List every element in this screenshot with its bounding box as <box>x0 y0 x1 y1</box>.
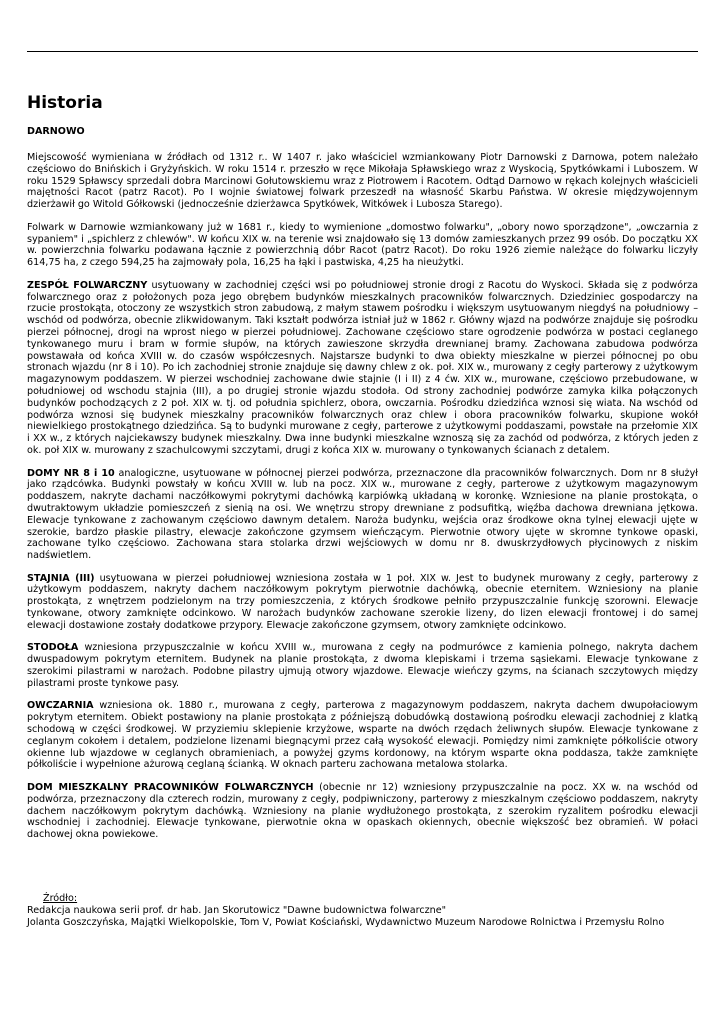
paragraph-history-owners: Miejscowość wymieniana w źródłach od 1312 r.. W 1407 r. jako właściciel wzmiankowany Piotr Darnowski z Darnowa, potem należało częściowo do Bnińskich i Gryżyńskich. W roku 1514 r. przeszło w ręce Mikołaja Spławskiego wraz z Wyskocią, Spytkówkami i Luboszem. W roku 1529 Spławscy sprzedali dobra Marcinowi Gołutowskiemu wraz z Piotrowem i Racotem. Odtąd Darnowo w rękach kolejnych właścicieli majętności Racot (patrz Racot). Po I wojnie światowej folwark przeszedł na własność Skarbu Państwa. W okresie międzywojennym dzierżawił go Witold Gółkowski (jednocześnie dzierżawca Spytkówek, Witkówek i Lubosza Starego). <box>27 152 698 211</box>
source-label: Źródło: <box>43 893 78 904</box>
paragraph-stodola <box>27 642 698 689</box>
paragraph-text: usytuowana w pierzei południowej wzniesiona została w 1 poł. XIX w. Jest to budynek murowany z cegły, parterowy z użytkowym poddaszem, nakryty dachem naczółkowym pokrytym pierwotnie dachówką, obecnie eternitem. Wzniesiony na planie prostokąta, z wnętrzem podzielonym na trzy pomieszczenia, z których środkowe pełniło przypuszczalnie funkcję szorowni. Elewacje tynkowane, otwory zamknięte odcinkowo. W narożach budynków zachowane szerokie lizeny, do lizen elewacji frontowej i do samej elewacji dostawione zostały dodatkowe przypory. Elewacje zakończone gzymsem, otwory zamknięte odcinkowo. <box>27 572 698 631</box>
document-body <box>27 152 698 852</box>
paragraph-lead: ZESPÓŁ FOLWARCZNY <box>27 279 148 291</box>
source-line-1: Redakcja naukowa serii prof. dr hab. Jan Skorutowicz "Dawne budownictwa folwarczne" <box>27 904 447 916</box>
paragraph-zespol-folwarczny <box>27 280 698 457</box>
paragraph-stajnia <box>27 573 698 632</box>
paragraph-lead: STODOŁA <box>27 642 79 654</box>
top-rule <box>27 51 698 52</box>
paragraph-text: wzniesiona ok. 1880 r., murowana z cegły, parterowa z magazynowym poddaszem, nakryta dachem dwupołaciowym pokrytym eternitem. Obiekt postawiony na planie prostokąta z późniejszą dobudówką dostawioną pośrodku elewacji zachodniej z klatką schodową w części środkowej. W przyziemiu sklepienie krzyżowe, wsparte na dwóch rzędach żeliwnych słupów. Elewacje tynkowane z ceglanym cokołem i detalem, podzielone lizenami biegnącymi przez całą wysokość elewacji. Pomiędzy nimi zamknięte półkoliście otwory okienne lub wjazdowe w ceglanych obramieniach, a powyżej gzyms kordonowy, na którym wsparte okna poddasza, także zamknięte półkoliście i wypełnione ażurową ceglaną ścianką. W oknach parteru zachowana metalowa stolarka. <box>27 700 698 771</box>
paragraph-dom-mieszkalny <box>27 782 698 841</box>
paragraph-text: usytuowany w zachodniej części wsi po południowej stronie drogi z Racotu do Wyskoci. Składa się z podwórza folwarcznego oraz z położonych poza jego obrębem budynków mieszkalnych pracowników folwarcznych. Dziedziniec gospodarczy na rzucie prostokąta, otoczony ze wszystkich stron zabudową, z małym stawem pośrodku i większym usytuowanym niegdyś na południowy – wschód od podwórza, obecnie zlikwidowanym. Taki kształt podwórza istniał już w 1862 r. Główny wjazd na podwórze znajduje się pośrodku pierzei północnej, drogi na wprost niego w pierzei południowej. Zachowane częściowo stare ogrodzenie podwórza w postaci ceglanego tynkowanego muru i bram w formie słupów, na których zawieszone skrzydła drewnianej bramy. Zachowana zabudowa podwórza powstawała od końca XVIII w. do czasów współczesnych. Najstarsze budynki to dwa obiekty mieszkalne w pierzei północnej po obu stronach wjazdu (nr 8 i 10). Po ich zachodniej stronie znajduje się dawny chlew z ok. poł. XIX w., murowany z cegły parterowy z użytkowym magazynowym poddaszem. W pierzei wschodniej zachowane dwie stajnie (I i II) z 4 ćw. XIX w., murowane, częściowo przebudowane, w południowej od wschodu stajnia (III), a po drugiej stronie wjazdu stodoła. Od strony zachodniej podwórze zamyka kilka połączonych budynków pochodzących z 2 poł. XIX w. tj. od południa spichlerz, obora, owczarnia. Pośrodku dziedzińca wznosi się wiata. Na wschód od podwórza wznosi się budynek mieszkalny pracowników folwarcznych oraz chlew i obora pracowników folwarku, skupione wokół niewielkiego prostokątnego dziedzińca. Są to budynki murowane z cegły, parterowe z użytkowymi poddaszami, powstałe na przełomie XIX i XX w., z których najciekawszy budynek mieszkalny. Dwa inne budynki mieszkalne wznoszą się za zachód od podwórza, z których jeden z ok. poł XIX w. murowany z szachulcowymi szczytami, drugi z końca XIX w. murowany o tynkowanych ścianach z detalem. <box>27 279 698 456</box>
paragraph-lead: STAJNIA (III) <box>27 572 95 584</box>
paragraph-lead: OWCZARNIA <box>27 700 94 712</box>
source-line-2: Jolanta Goszczyńska, Majątki Wielkopolskie, Tom V, Powiat Kościański, Wydawnictwo Muzeum Narodowe Rolnictwa i Przemysłu Rolno <box>27 916 665 928</box>
paragraph-text: (obecnie nr 12) wzniesiony przypuszczalnie na pocz. XX w. na wschód od podwórza, przeznaczony dla czterech rodzin, murowany z cegły, podpiwniczony, parterowy z mieszkalnym częściowo poddaszem, nakryty dachem naczółkowym pokrytym dachówką. Wzniesiony na planie wydłużonego prostokąta, z szerokim ryzalitem pośrodku elewacji wschodniej i zachodniej. Elewacje tynkowane, pierwotnie okna w opaskach okiennych, obecnie większość bez obramień. W połaci dachowej okna powiekowe. <box>27 782 698 841</box>
paragraph-text: wzniesiona przypuszczalnie w końcu XVIII w., murowana z cegły na podmurówce z kamienia polnego, nakryta dachem dwuspadowym pokrytym eternitem. Budynek na planie prostokąta, z dwoma klepiskami i trzema sąsiekami. Elewacje tynkowane z szerokimi pilastrami w narożach. Podobne pilastry ujmują otwory wjazdowe. Elewacje wieńczy gzyms, na ścianach szczytowych między pilastrami proste tynkowe pasy. <box>27 642 698 689</box>
paragraph-lead: DOMY NR 8 i 10 <box>27 467 115 479</box>
paragraph-domy-8-10 <box>27 468 698 562</box>
paragraph-text: analogiczne, usytuowane w północnej pierzei podwórza, przeznaczone dla pracowników folwarcznych. Dom nr 8 służył jako rządcówka. Budynki powstały w końcu XVIII w. lub na pocz. XIX w., murowane z cegły, parterowe z użytkowym magazynowym poddaszem, nakryte dachami naczółkowymi pokrytymi dachówką karpiówką układaną w koronkę. Wzniesione na planie prostokąta, o dwutraktowym układzie pomieszczeń z sienią na osi. We wnętrzu stropy drewniane z podsufitką, więźba dachowa drewniana jętkowa. Elewacje tynkowane z zachowanym częściowo dawnym detalem. Naroża budynku, wejścia oraz środkowe okna tylnej elewacji ujęte w szerokie, bardzo płaskie pilastry, elewacje zakończone gzymsem wieńczącym. Pierwotnie otwory ujęte w skromne tynkowe opaski, zachowane tylko częściowo. Zachowana stara stolarka drzwi wejściowych w domu nr 8. dwuskrzydłowych płycinowych z niskim nadświetlem. <box>27 467 698 562</box>
paragraph-owczarnia <box>27 700 698 771</box>
source-block <box>27 893 707 928</box>
section-subtitle: DARNOWO <box>27 126 85 137</box>
paragraph-folwark: Folwark w Darnowie wzmiankowany już w 1681 r., kiedy to wymienione „domostwo folwarku", „obory nowo sporządzone", „owczarnia z sypaniem" i „spichlerz z chlewów". W końcu XIX w. na terenie wsi znajdowało się 13 domów zamieszkanych przez 99 osób. Do początku XX w. powierzchnia folwarku podawana łącznie z powierzchnią dóbr Racot (patrz Racot). Do roku 1926 ziemie należące do folwarku liczyły 614,75 ha, z czego 594,25 ha zajmowały pola, 16,25 ha łąki i pastwiska, 4,25 ha nieużytki. <box>27 221 698 269</box>
paragraph-lead: DOM MIESZKALNY PRACOWNIKÓW FOLWARCZNYCH <box>27 782 314 794</box>
page-title: Historia <box>27 93 103 113</box>
